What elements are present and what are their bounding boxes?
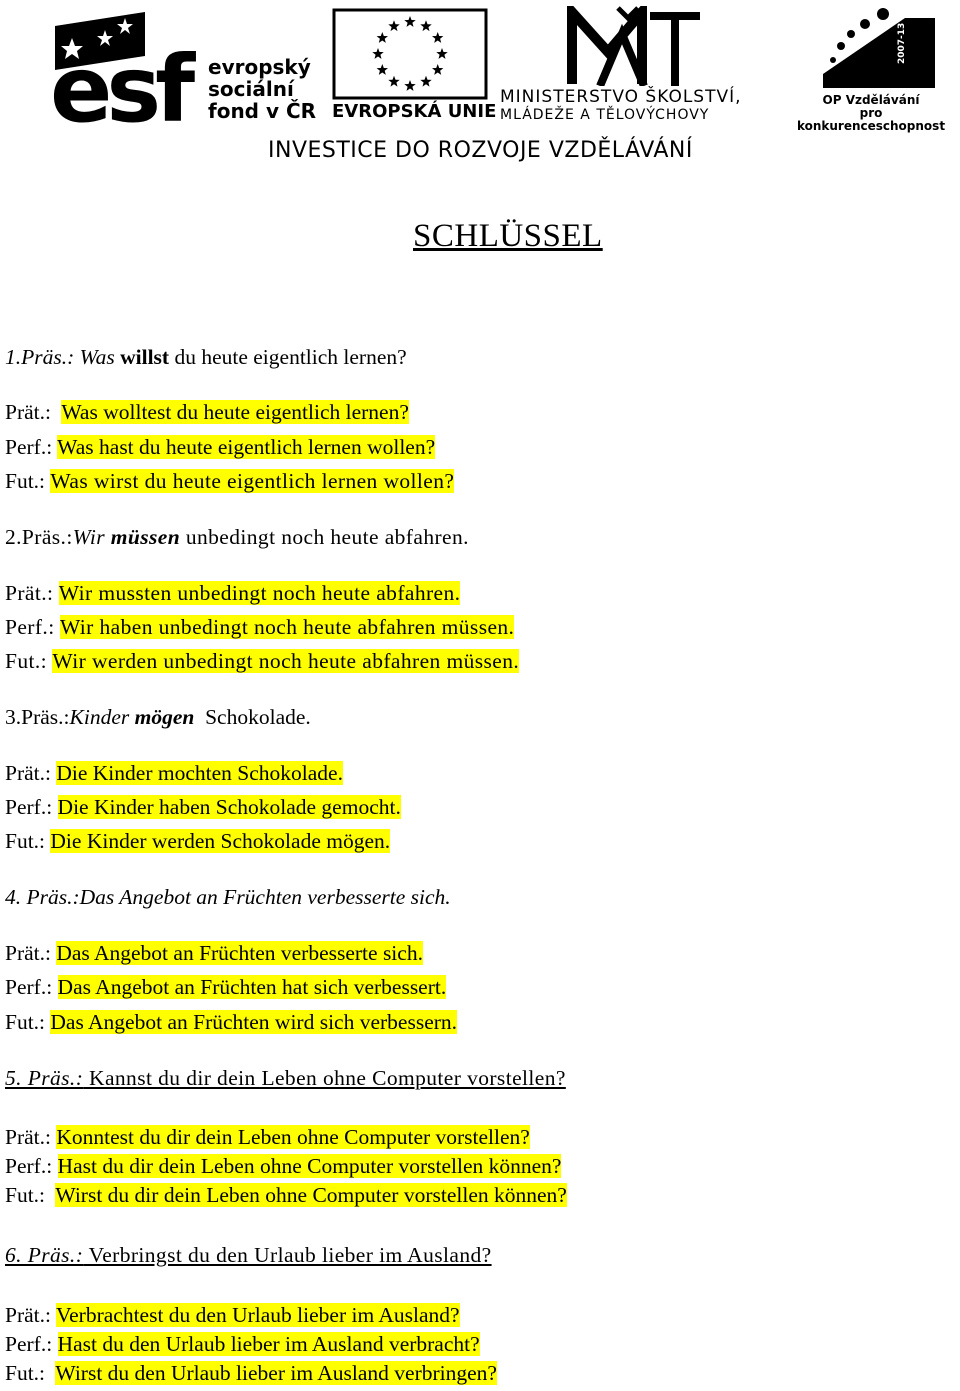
esf-line-3: fond v ČR xyxy=(208,99,317,123)
exercise-6-answer-perf: Perf.: Hast du den Urlaub lieber im Ausland verbracht? xyxy=(5,1332,480,1356)
exercise-6-prompt: 6. Präs.: Verbringst du den Urlaub lieber im Ausland? xyxy=(5,1243,492,1267)
exercise-3-answer-perf: Perf.: Die Kinder haben Schokolade gemocht. xyxy=(5,795,401,819)
msmt-emblem-icon xyxy=(500,6,775,86)
exercise-4-answer-perf: Perf.: Das Angebot an Früchten hat sich verbessert. xyxy=(5,975,447,999)
eu-caption: EVROPSKÁ UNIE xyxy=(332,101,497,122)
eu-flag-icon xyxy=(330,8,490,100)
esf-logo xyxy=(50,8,320,126)
op-years: 2007-13 xyxy=(897,22,907,64)
exercise-1-answer-perf: Perf.: Was hast du heute eigentlich lernen wollen? xyxy=(5,435,436,459)
exercise-5-answer-perf: Perf.: Hast du dir dein Leben ohne Computer vorstellen können? xyxy=(5,1154,562,1178)
exercise-2-answer-fut: Fut.: Wir werden unbedingt noch heute abfahren müssen. xyxy=(5,649,520,673)
op-logo xyxy=(785,4,957,133)
msmt-line-1: MINISTERSTVO ŠKOLSTVÍ, xyxy=(500,87,742,107)
logo-header xyxy=(0,0,960,175)
exercise-5-answer-praet: Prät.: Konntest du dir dein Leben ohne Computer vorstellen? xyxy=(5,1125,530,1149)
exercise-3-answer-fut: Fut.: Die Kinder werden Schokolade mögen. xyxy=(5,829,391,853)
exercise-2-answer-perf: Perf.: Wir haben unbedingt noch heute abfahren müssen. xyxy=(5,615,515,639)
exercise-5-answer-fut: Fut.: Wirst du dir dein Leben ohne Computer vorstellen können? xyxy=(5,1183,567,1207)
msmt-line-2: MLÁDEŽE A TĚLOVÝCHOVY xyxy=(500,107,710,123)
eu-logo xyxy=(330,8,497,126)
msmt-logo xyxy=(500,6,775,124)
esf-line-1: evropský xyxy=(208,55,311,79)
svg-text:esf: esf xyxy=(50,36,190,126)
exercise-1-answer-fut: Fut.: Was wirst du heute eigentlich lernen wollen? xyxy=(5,469,455,493)
exercise-1-prompt: 1.Präs.: Was willst du heute eigentlich lernen? xyxy=(5,345,407,369)
exercise-3-prompt: 3.Präs.:Kinder mögen Schokolade. xyxy=(5,705,311,729)
exercise-1-answer-praet: Prät.: Was wolltest du heute eigentlich lernen? xyxy=(5,400,409,424)
exercise-5-prompt: 5. Präs.: Kannst du dir dein Leben ohne Computer vorstellen? xyxy=(5,1066,566,1090)
exercise-4-prompt: 4. Präs.:Das Angebot an Früchten verbesserte sich. xyxy=(5,885,451,909)
exercise-2-answer-praet: Prät.: Wir mussten unbedingt noch heute abfahren. xyxy=(5,581,461,605)
exercise-4-answer-fut: Fut.: Das Angebot an Früchten wird sich verbessern. xyxy=(5,1010,458,1034)
op-line-1: OP Vzdělávání xyxy=(822,93,920,107)
exercise-6-answer-fut: Fut.: Wirst du den Urlaub lieber im Ausland verbringen? xyxy=(5,1361,497,1385)
exercise-3-answer-praet: Prät.: Die Kinder mochten Schokolade. xyxy=(5,761,343,785)
tagline: INVESTICE DO ROZVOJE VZDĚLÁVÁNÍ xyxy=(268,138,693,163)
exercise-2-prompt: 2.Präs.:Wir müssen unbedingt noch heute abfahren. xyxy=(5,525,469,549)
op-emblem-icon xyxy=(785,4,957,92)
op-line-2: pro konkurenceschopnost xyxy=(796,106,946,133)
exercise-6-answer-praet: Prät.: Verbrachtest du den Urlaub lieber im Ausland? xyxy=(5,1303,460,1327)
exercise-4-answer-praet: Prät.: Das Angebot an Früchten verbesserte sich. xyxy=(5,941,423,965)
esf-line-2: sociální xyxy=(208,77,294,101)
